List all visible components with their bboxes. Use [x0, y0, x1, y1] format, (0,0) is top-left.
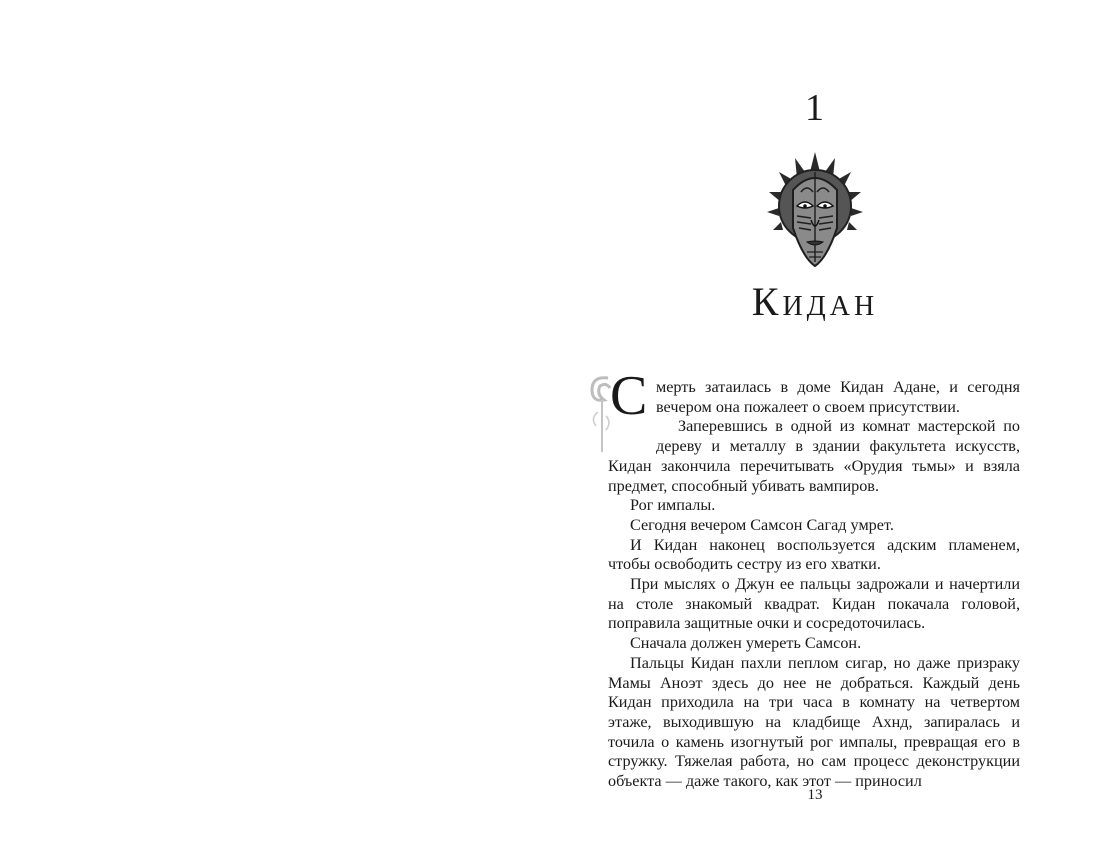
tribal-mask-icon: [763, 150, 867, 270]
paragraph: Рог импалы.: [630, 496, 716, 515]
right-page: [550, 0, 1100, 845]
paragraph: Сегодня вечером Самсон Сагад умрет.: [630, 515, 894, 534]
paragraph: И Кидан наконец воспользуется адским пламенем, чтобы освободить сестру из его хватки.: [608, 535, 1020, 574]
page-number: 13: [807, 787, 823, 803]
paragraph-text: мерть затаилась в доме Кидан Адане, и сегодня вечером она пожалеет о своем присутствии.: [656, 378, 1020, 416]
chapter-number: 1: [805, 87, 825, 129]
chapter-title: Кидан: [751, 279, 879, 324]
paragraph-first: [608, 365, 1020, 427]
paragraph: Сначала должен умереть Самсон.: [630, 634, 862, 653]
drop-cap: [608, 365, 654, 454]
paragraph: Заперевшись в одной из комнат мастерской по дереву и металлу в здании факультета искусств, Кидан закончила перечитывать «Орудия тьмы» и взяла предмет, способный убивать вампиров.: [608, 417, 1020, 495]
chapter-body: [608, 365, 1020, 792]
drop-cap-letter: С: [610, 365, 648, 427]
paragraph: Пальцы Кидан пахли пеплом сигар, но даже призраку Мамы Аноэт здесь до нее не добраться. Каждый день Кидан приходила на три часа в комнату на четвертом этаже, выходившую на кладбище Ахнд, запиралась и точила о камень изогнутый рог импалы, превращая его в стружку. Тяжелая работа, но сам процесс деконструкции объекта — даже такого, как этот — приносил: [608, 653, 1020, 791]
paragraph: При мыслях о Джун ее пальцы задрожали и начертили на столе знакомый квадрат. Кидан покачала головой, поправила защитные очки и сосредоточилась.: [608, 575, 1020, 633]
